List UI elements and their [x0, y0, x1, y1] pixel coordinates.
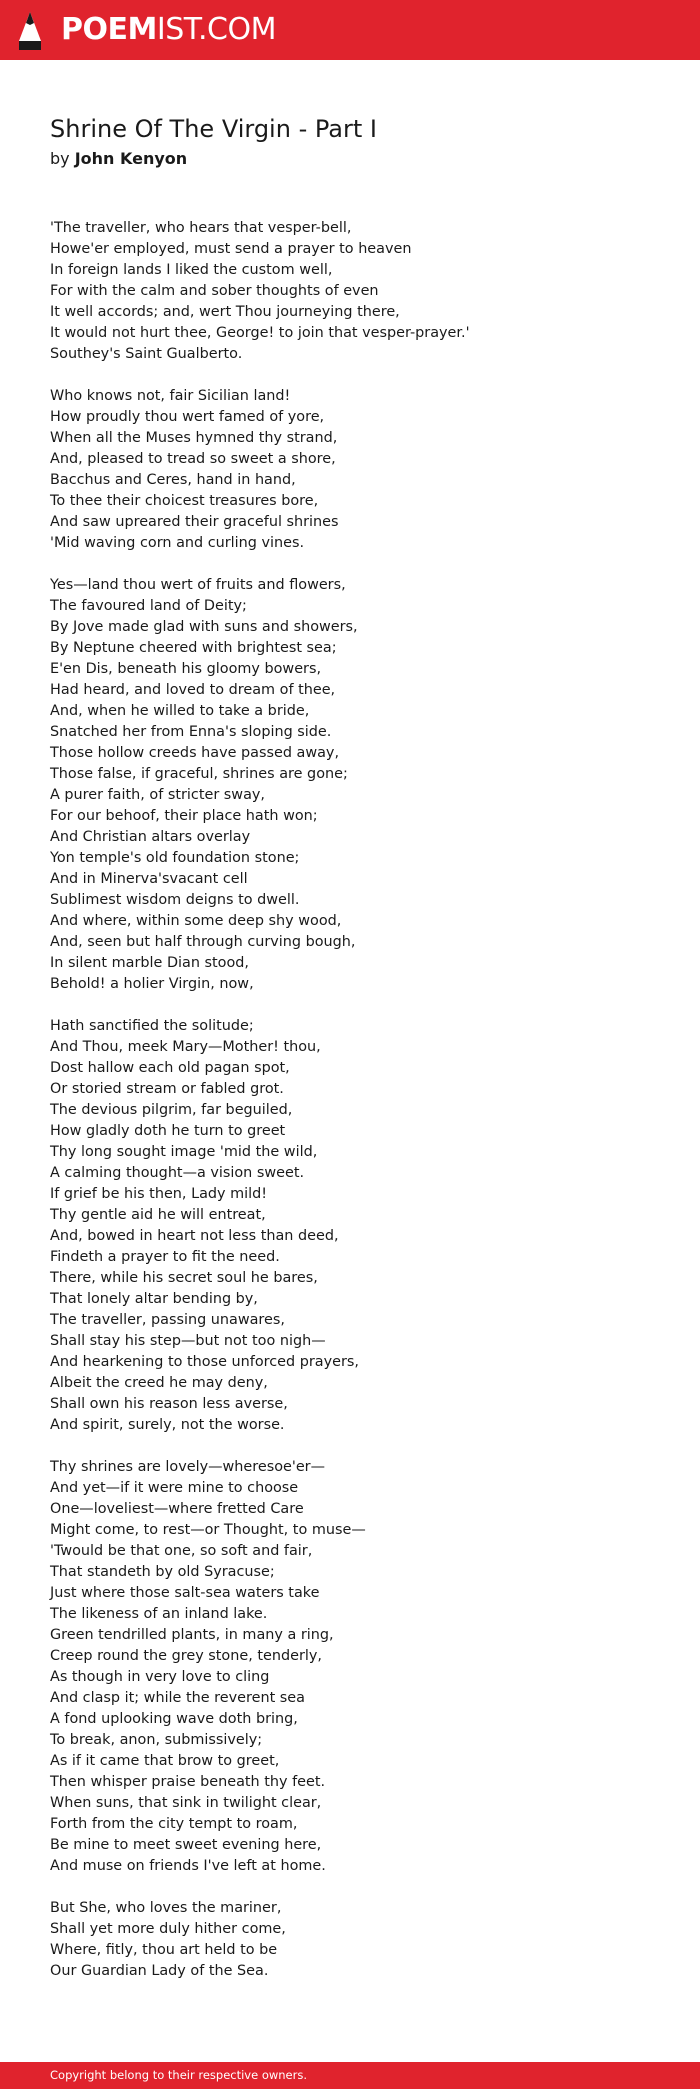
- site-logo-link[interactable]: [61, 12, 276, 48]
- site-header: [0, 0, 700, 60]
- poem-line: The favoured land of Deity;: [50, 598, 247, 614]
- stanza: [50, 386, 660, 554]
- poem-line: And, pleased to tread so sweet a shore,: [50, 451, 336, 467]
- poem-line: In foreign lands I liked the custom well,: [50, 262, 333, 278]
- poem-line: And where, within some deep shy wood,: [50, 913, 342, 929]
- poem-line: Might come, to rest—or Thought, to muse—: [50, 1522, 366, 1538]
- poem-line: Be mine to meet sweet evening here,: [50, 1837, 322, 1853]
- poem-line: Creep round the grey stone, tenderly,: [50, 1648, 322, 1664]
- poem-line: It well accords; and, wert Thou journeying there,: [50, 304, 400, 320]
- poem-line: By Jove made glad with suns and showers,: [50, 619, 358, 635]
- poem-line: The traveller, passing unawares,: [50, 1312, 285, 1328]
- poem-line: A purer faith, of stricter sway,: [50, 787, 265, 803]
- poem-line: That lonely altar bending by,: [50, 1291, 258, 1307]
- poem-line: One—loveliest—where fretted Care: [50, 1501, 304, 1517]
- poem-line: Albeit the creed he may deny,: [50, 1375, 268, 1391]
- poem-line: Just where those salt-sea waters take: [50, 1585, 320, 1601]
- poem-line: Hath sanctified the solitude;: [50, 1018, 254, 1034]
- poem-line: And Christian altars overlay: [50, 829, 251, 845]
- stanza: [50, 575, 660, 995]
- poem-line: The devious pilgrim, far beguiled,: [50, 1102, 293, 1118]
- poem-line: 'Mid waving corn and curling vines.: [50, 535, 305, 551]
- poem-line: Had heard, and loved to dream of thee,: [50, 682, 336, 698]
- poem-line: A calming thought—a vision sweet.: [50, 1165, 305, 1181]
- brand-light-text: IST.COM: [156, 12, 276, 47]
- poem-line: When all the Muses hymned thy strand,: [50, 430, 338, 446]
- poem-line: Green tendrilled plants, in many a ring,: [50, 1627, 334, 1643]
- author-name[interactable]: John Kenyon: [74, 149, 188, 168]
- poem-line: Sublimest wisdom deigns to dwell.: [50, 892, 300, 908]
- poem-line: Where, fitly, thou art held to be: [50, 1942, 278, 1958]
- poem-line: Shall own his reason less averse,: [50, 1396, 288, 1412]
- poem-line: Dost hallow each old pagan spot,: [50, 1060, 290, 1076]
- poem-line: A fond uplooking wave doth bring,: [50, 1711, 298, 1727]
- poem-line: It would not hurt thee, George! to join that vesper-prayer.': [50, 325, 470, 341]
- poem-line: And, seen but half through curving bough,: [50, 934, 356, 950]
- poem-line: Thy long sought image 'mid the wild,: [50, 1144, 318, 1160]
- stanza: [50, 218, 660, 365]
- poem-line: And saw upreared their graceful shrines: [50, 514, 339, 530]
- poem-line: As though in very love to cling: [50, 1669, 270, 1685]
- poem-line: How proudly thou wert famed of yore,: [50, 409, 325, 425]
- poem-line: Then whisper praise beneath thy feet.: [50, 1774, 326, 1790]
- poem-line: 'The traveller, who hears that vesper-bell,: [50, 220, 352, 236]
- stanza: [50, 1457, 660, 1877]
- stanza: [50, 1016, 660, 1436]
- poem-line: There, while his secret soul he bares,: [50, 1270, 318, 1286]
- poem-line: The likeness of an inland lake.: [50, 1606, 268, 1622]
- poem-line: Howe'er employed, must send a prayer to heaven: [50, 241, 412, 257]
- poem-line: That standeth by old Syracuse;: [50, 1564, 275, 1580]
- by-label: by: [50, 149, 70, 168]
- poem-line: Or storied stream or fabled grot.: [50, 1081, 284, 1097]
- poem-line: And hearkening to those unforced prayers,: [50, 1354, 359, 1370]
- poem-line: And yet—if it were mine to choose: [50, 1480, 299, 1496]
- poem-line: Southey's Saint Gualberto.: [50, 346, 243, 362]
- poem-line: Shall yet more duly hither come,: [50, 1921, 286, 1937]
- poem-line: And muse on friends I've left at home.: [50, 1858, 326, 1874]
- poem-line: When suns, that sink in twilight clear,: [50, 1795, 322, 1811]
- poem-line: Thy shrines are lovely—wheresoe'er—: [50, 1459, 325, 1475]
- brand-bold-text: POEM: [61, 12, 157, 47]
- poem-line: Thy gentle aid he will entreat,: [50, 1207, 266, 1223]
- poem-line: How gladly doth he turn to greet: [50, 1123, 286, 1139]
- poem-line: Our Guardian Lady of the Sea.: [50, 1963, 269, 1979]
- poem-line: As if it came that brow to greet,: [50, 1753, 280, 1769]
- poem-line: Those false, if graceful, shrines are gone;: [50, 766, 348, 782]
- poem-line: Shall stay his step—but not too nigh—: [50, 1333, 326, 1349]
- poem-line: In silent marble Dian stood,: [50, 955, 249, 971]
- poem-body: [50, 218, 660, 1982]
- poem-line: Who knows not, fair Sicilian land!: [50, 388, 291, 404]
- poem-line: And, when he willed to take a bride,: [50, 703, 310, 719]
- poem-line: 'Twould be that one, so soft and fair,: [50, 1543, 313, 1559]
- poem-line: Bacchus and Ceres, hand in hand,: [50, 472, 296, 488]
- poem-line: Behold! a holier Virgin, now,: [50, 976, 254, 992]
- poem-line: And clasp it; while the reverent sea: [50, 1690, 305, 1706]
- copyright-text: Copyright belong to their respective owners.: [50, 2068, 308, 2082]
- poem-line: Yes—land thou wert of fruits and flowers,: [50, 577, 346, 593]
- poem-line: And spirit, surely, not the worse.: [50, 1417, 285, 1433]
- poem-line: And Thou, meek Mary—Mother! thou,: [50, 1039, 321, 1055]
- poem-line: And, bowed in heart not less than deed,: [50, 1228, 339, 1244]
- poem-line: For our behoof, their place hath won;: [50, 808, 318, 824]
- byline: [50, 148, 660, 170]
- poem-line: Those hollow creeds have passed away,: [50, 745, 340, 761]
- poem-line: To thee their choicest treasures bore,: [50, 493, 319, 509]
- poem-line: Findeth a prayer to fit the need.: [50, 1249, 280, 1265]
- site-footer: [0, 2062, 700, 2089]
- poem-line: Snatched her from Enna's sloping side.: [50, 724, 332, 740]
- poem-line: E'en Dis, beneath his gloomy bowers,: [50, 661, 322, 677]
- poem-line: And in Minerva'svacant cell: [50, 871, 248, 887]
- poem-title: Shrine Of The Virgin - Part I: [50, 115, 377, 143]
- poem-line: For with the calm and sober thoughts of even: [50, 283, 379, 299]
- poem-line: But She, who loves the mariner,: [50, 1900, 282, 1916]
- stanza: [50, 1898, 660, 1982]
- pen-nib-icon[interactable]: [17, 11, 43, 51]
- poem-line: Yon temple's old foundation stone;: [50, 850, 300, 866]
- poem-line: If grief be his then, Lady mild!: [50, 1186, 268, 1202]
- poem-line: By Neptune cheered with brightest sea;: [50, 640, 337, 656]
- poem-line: Forth from the city tempt to roam,: [50, 1816, 298, 1832]
- poem-line: To break, anon, submissively;: [50, 1732, 263, 1748]
- poem-content: [50, 112, 660, 2003]
